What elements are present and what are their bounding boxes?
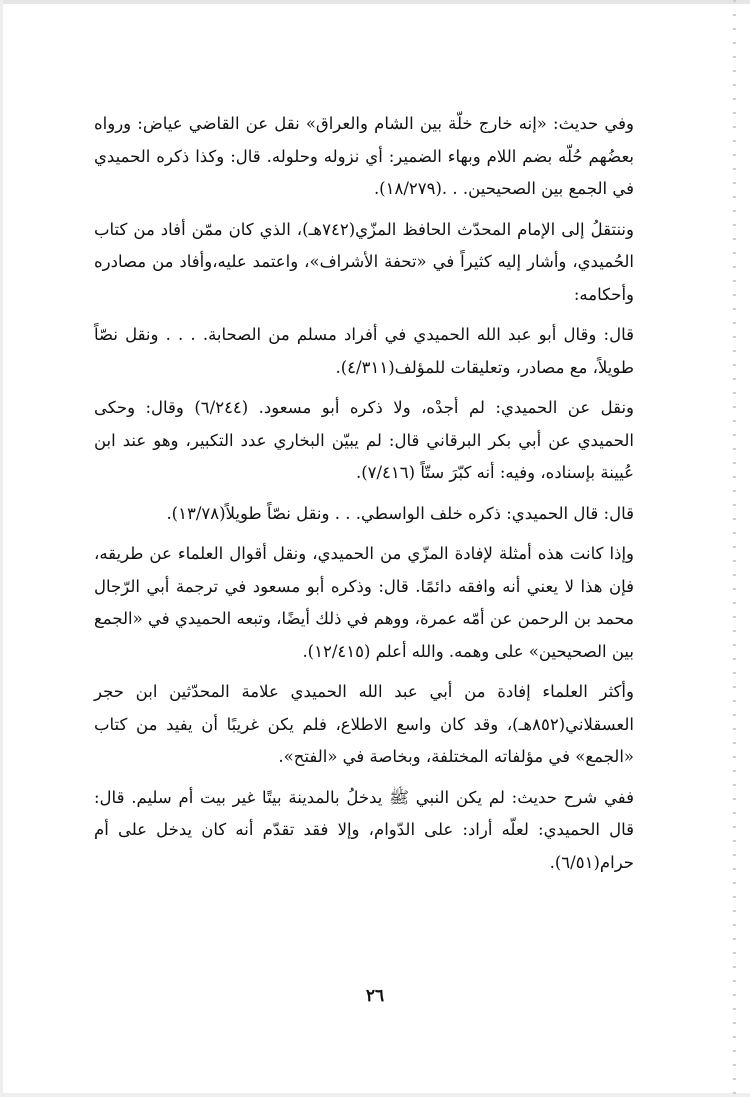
paragraph-text: وإذا كانت هذه أمثلة لإفادة المزّي من الحميدي، ونقل أقوال العلماء عن طريقه، فإن هذا لا يعني أنه وافقه دائمًا. قال: وذكره أبو مسعود في ترجمة أبي الرّجال محمد بن الرحمن عن أمّه عمرة، ووهم في ذلك أيضًا، وتبعه الحميدي في «الجمع بين الصحيحين» على وهمه. والله أعلم (١٢/٤١٥). xyxy=(94,544,634,661)
scan-edge-left xyxy=(0,0,3,1097)
scan-edge-top xyxy=(0,0,750,4)
paragraph xyxy=(94,538,634,668)
paragraph xyxy=(94,676,634,774)
page-body xyxy=(94,108,634,887)
scan-dotted-edge xyxy=(733,0,736,1097)
paragraph-text: وفي حديث: «إنه خارج خلّة بين الشام والعراق» نقل عن القاضي عياض: ورواه بعضُهم حُلّه بضم اللام وبهاء الضمير: أي نزوله وحلوله. قال: وكذا ذكره الحميدي في الجمع بين الصحيحين. . .(١٨/٢٧٩). xyxy=(94,114,634,198)
paragraph xyxy=(94,498,634,531)
paragraph xyxy=(94,319,634,384)
paragraph xyxy=(94,214,634,312)
paragraph xyxy=(94,392,634,490)
paragraph-text: قال: قال الحميدي: ذكره خلف الواسطي. . . ونقل نصّاً طويلاً(١٣/٧٨). xyxy=(166,503,634,523)
paragraph-text: قال: وقال أبو عبد الله الحميدي في أفراد مسلم من الصحابة. . . . ونقل نصّاً طويلاً، مع مصادر، وتعليقات للمؤلف(٤/٣١١). xyxy=(94,325,634,377)
paragraph-text: ونقل عن الحميدي: لم أجدْه، ولا ذكره أبو مسعود. (٦/٢٤٤) وقال: وحكى الحميدي عن أبي بكر البرقاني قال: لم يبيّن البخاري عدد التكبير، وهو عند ابن عُيينة بإسناده، وفيه: أنه كبّرَ ستّاً (٧/٤١٦). xyxy=(94,398,635,482)
paragraph-text: ففي شرح حديث: لم يكن النبي ﷺ يدخلُ بالمدينة بيتًا غير بيت أم سليم. قال: قال الحميدي: لعلّه أراد: على الدّوام، وإلا فقد تقدّم أنه كان يدخل على أم حرام(٦/٥١). xyxy=(94,787,634,872)
page-number: ٢٦ xyxy=(365,986,385,1006)
scan-edge-bottom xyxy=(0,1093,750,1097)
paragraph xyxy=(94,108,634,206)
paragraph-text: وننتقلُ إلى الإمام المحدّث الحافظ المزّي(٧٤٢هـ)، الذي كان ممّن أفاد من كتاب الحُميدي، وأشار إليه كثيراً في «تحفة الأشراف»، واعتمد عليه،وأفاد من مصادره وأحكامه: xyxy=(94,219,634,304)
paragraph-text: وأكثر العلماء إفادة من أبي عبد الله الحميدي علامة المحدّثين ابن حجر العسقلاني(٨٥٢هـ)، وقد كان واسع الاطلاع، فلم يكن غريبًا أن يفيد من كتاب «الجمع» في مؤلفاته المختلفة، وبخاصة في «الفتح». xyxy=(94,682,634,766)
paragraph xyxy=(94,782,634,880)
